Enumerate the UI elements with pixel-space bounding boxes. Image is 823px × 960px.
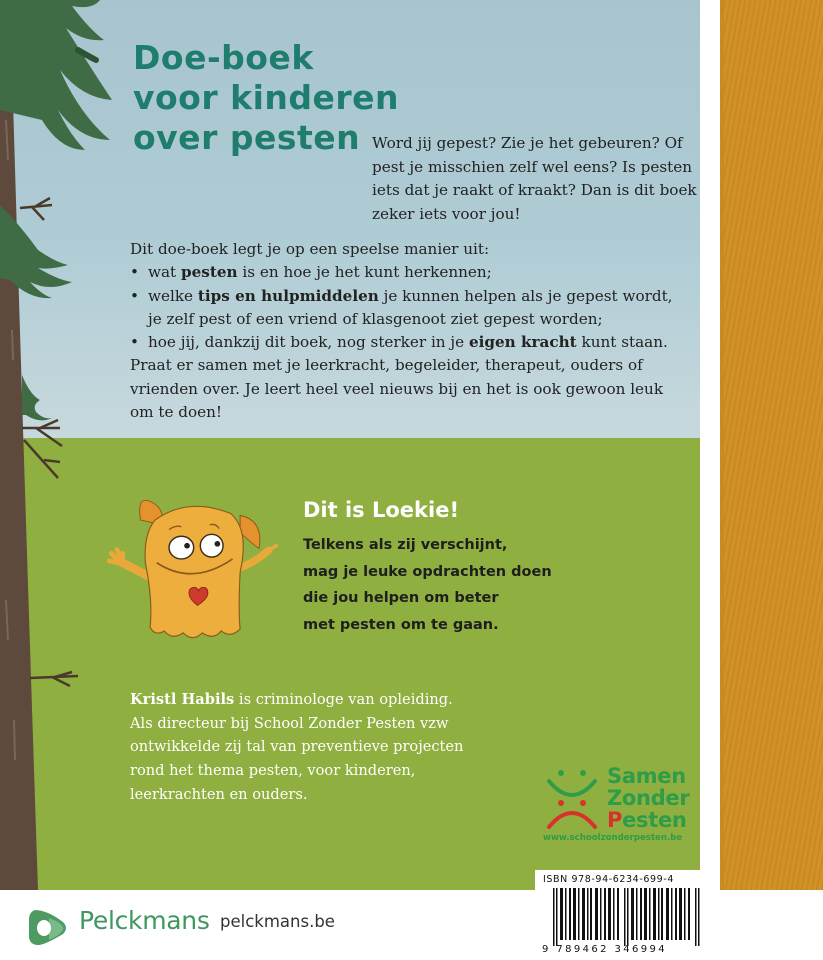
loekie-line: die jou helpen om beter xyxy=(303,590,499,606)
intro-paragraph xyxy=(372,132,697,226)
bullet-text: is en hoe je het kunt herkennen; xyxy=(237,263,492,282)
author-bio-line: rond het thema pesten, voor kinderen, xyxy=(130,762,416,780)
bullet-text: welke xyxy=(148,286,198,305)
bullet-emphasis: eigen kracht xyxy=(468,333,577,352)
bullet-item xyxy=(130,285,700,308)
loekie-character-illustration xyxy=(98,485,278,650)
bullet-item xyxy=(130,331,700,354)
author-name: Kristl Habils xyxy=(130,691,235,708)
loekie-line: Telkens als zij verschijnt, xyxy=(303,537,508,553)
author-bio-line: leerkrachten en ouders. xyxy=(130,785,308,803)
author-bio-line: Als directeur bij School Zonder Pesten vzw xyxy=(130,714,449,732)
author-bio-line: ontwikkelde zij tal van preventieve projecten xyxy=(130,738,464,756)
loekie-line: met pesten om te gaan. xyxy=(303,616,499,633)
title-line-1: Doe-boek xyxy=(133,38,314,77)
author-bio xyxy=(130,688,463,807)
bullet-text: wat xyxy=(148,263,181,282)
bullet-item xyxy=(130,261,700,284)
szp-url: www.schoolzonderpesten.be xyxy=(543,833,683,843)
title-line-2: voor kinderen xyxy=(133,78,400,117)
bullet-emphasis: tips en hulpmiddelen xyxy=(197,286,379,305)
loekie-heading: Dit is Loekie! xyxy=(303,498,460,522)
bullet-text: je kunnen helpen als je gepest wordt, xyxy=(378,286,673,305)
school-zonder-pesten-logo xyxy=(537,765,707,855)
bullet-text: hoe jij, dankzij dit boek, nog sterker in je xyxy=(148,333,469,352)
author-bio-text: is criminologe van opleiding. xyxy=(234,691,453,708)
szp-word-p: P xyxy=(607,808,623,832)
szp-word-samen: Samen xyxy=(607,764,686,788)
description-body xyxy=(130,238,700,424)
loekie-line: mag je leuke opdrachten doen xyxy=(303,563,552,580)
barcode-digits: 9 789462 346994 xyxy=(542,944,668,955)
szp-word-esten: esten xyxy=(622,808,687,832)
closing-line: Praat er samen met je leerkracht, begeleider, therapeut, ouders of xyxy=(130,356,643,375)
orange-spine-band xyxy=(724,0,823,890)
bullet-dot-icon: • xyxy=(130,333,139,352)
bullet-text: kunt staan. xyxy=(576,333,668,352)
barcode-icon xyxy=(553,888,701,946)
isbn-barcode-block xyxy=(535,870,707,960)
bullet-dot-icon: • xyxy=(130,286,139,305)
szp-wordmark xyxy=(607,765,689,831)
loekie-description xyxy=(303,532,552,638)
intro-line: zeker iets voor jou! xyxy=(372,204,521,223)
bullet-emphasis: pesten xyxy=(181,263,238,282)
intro-line: Word jij gepest? Zie je het gebeuren? Of xyxy=(372,134,683,152)
publisher-url[interactable]: pelckmans.be xyxy=(220,912,335,931)
szp-word-zonder: Zonder xyxy=(607,786,690,810)
smiley-frowny-icon xyxy=(545,767,601,829)
closing-line: om te doen! xyxy=(130,403,223,422)
tree-illustration xyxy=(0,0,120,890)
isbn-label: ISBN 978-94-6234-699-4 xyxy=(543,874,674,885)
title-line-3: over pesten xyxy=(133,118,361,157)
bullet-dot-icon: • xyxy=(130,263,139,282)
closing-line: vrienden over. Je leert heel veel nieuws bij en het is ook gewoon leuk xyxy=(130,379,664,398)
intro-line: iets dat je raakt of kraakt? Dan is dit boek xyxy=(372,181,697,199)
intro-line: pest je misschien zelf wel eens? Is pesten xyxy=(372,157,693,176)
body-lead: Dit doe-boek legt je op een speelse manier uit: xyxy=(130,240,490,258)
bullet-continuation: je zelf pest of een vriend of klasgenoot ziet gepest worden; xyxy=(148,309,603,328)
pelckmans-logo-icon xyxy=(27,906,69,948)
book-title xyxy=(133,38,399,158)
publisher-name: Pelckmans xyxy=(79,906,210,935)
